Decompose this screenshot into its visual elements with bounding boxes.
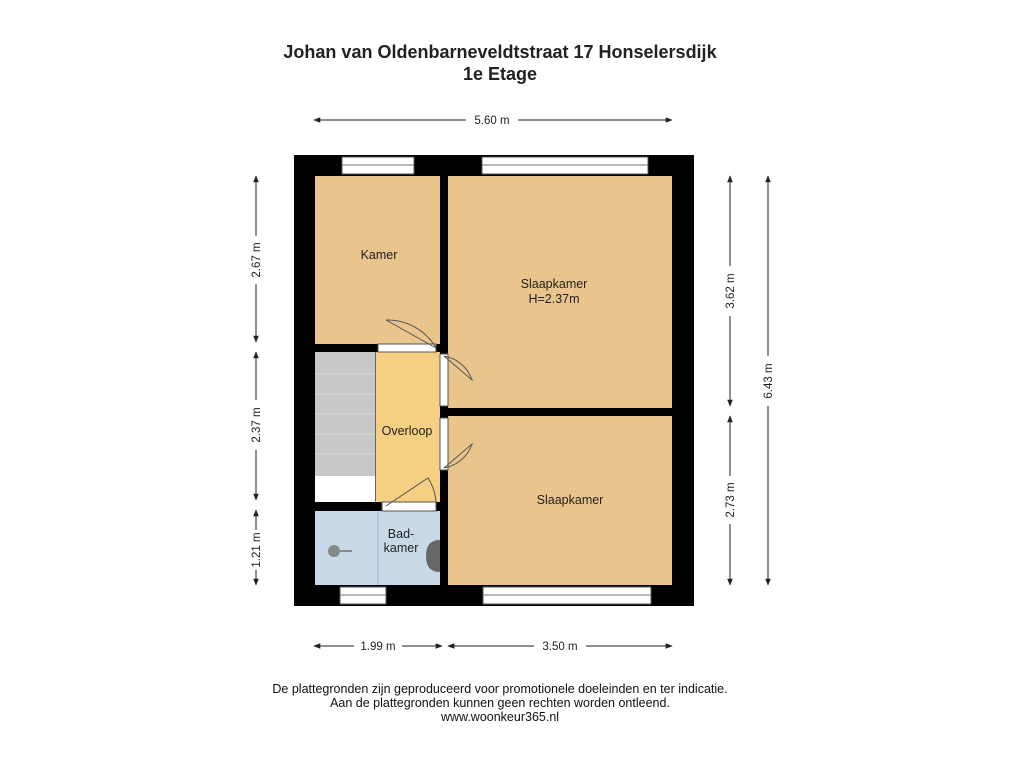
dim-left-upper: 2.67 m	[251, 242, 263, 278]
room-label-slaapkamer-height: H=2.37m	[528, 292, 580, 306]
stair-wall	[375, 352, 376, 502]
plan-address-title: Johan van Oldenbarneveldtstraat 17 Honselersdijk	[283, 42, 717, 62]
room-label-overloop: Overloop	[381, 424, 433, 438]
room-label-slaapkamer-bottom: Slaapkamer	[536, 493, 604, 507]
shower-drain-icon	[328, 545, 340, 557]
dim-bottom-right: 3.50 m	[542, 641, 578, 653]
dim-right-lower: 2.73 m	[725, 482, 737, 518]
room-label-badkamer-2: kamer	[383, 541, 419, 555]
dim-left-middle: 2.37 m	[251, 407, 263, 443]
disclaimer-line-2: Aan de plattegronden kunnen geen rechten worden ontleend.	[330, 696, 670, 710]
website-link[interactable]: www.woonkeur365.nl	[440, 710, 560, 724]
room-label-slaapkamer-top: Slaapkamer	[520, 277, 588, 291]
dim-left-lower: 1.21 m	[251, 532, 263, 568]
room-label-badkamer-1: Bad-	[387, 527, 415, 541]
stair-landing	[315, 476, 375, 502]
dim-right-total: 6.43 m	[763, 363, 775, 399]
dim-right-upper: 3.62 m	[725, 273, 737, 309]
plan-floor-title: 1e Etage	[462, 64, 538, 84]
disclaimer-line-1: De plattegronden zijn geproduceerd voor promotionele doeleinden en ter indicatie.	[272, 682, 728, 696]
dim-bottom-left: 1.99 m	[360, 641, 396, 653]
dim-top-width: 5.60 m	[474, 115, 510, 127]
room-label-kamer: Kamer	[360, 248, 398, 262]
